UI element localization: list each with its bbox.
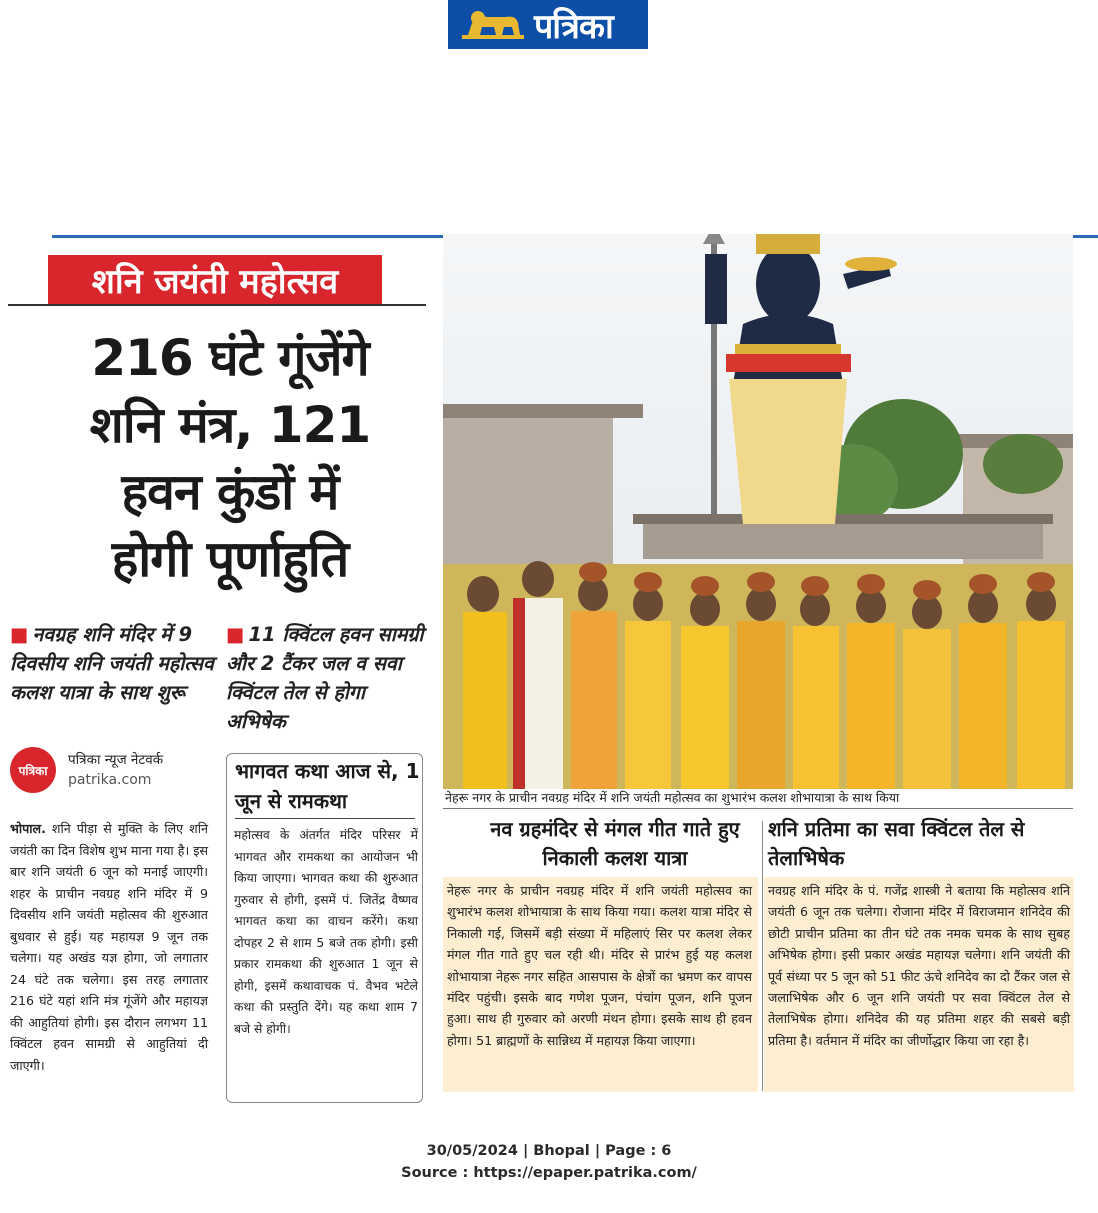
story1-text: नेहरू नगर के प्राचीन नवग्रह मंदिर में शनि जयंती महोत्सव का शुभारंभ कलश शोभायात्रा के साथ किया गया। कलश यात्रा मंदिर से निकाली गई, जिसमें बड़ी संख्या में महिलाएं सिर पर कलश लेकर मंगल गीत गाते हुए चल रही थी। मंदिर से प्रारंभ हुई यह कलश शोभायात्रा नेहरू नगर सहित आसपास के क्षेत्रों का भ्रमण कर वापस मंदिर पहुंची। इसके बाद गणेश पूजन, पंचांग पूजन, शनि पूजन हुआ। साथ ही गुरुवार को अरणी मंथन होगा। इसके साथ ही हवन होगा। 51 ब्राह्मणों के सान्निध्य में महायज्ञ किया जाएगा।	[447, 883, 752, 1048]
brand-name: पत्रिका	[534, 6, 613, 47]
headline	[30, 325, 430, 593]
box-text: महोत्सव के अंतर्गत मंदिर परिसर में भागवत और रामकथा का आयोजन भी किया जाएगा। भागवत कथा की शुरुआत गुरुवार से होगी, इसमें पं. जितेंद्र वैष्णव भागवत कथा का वाचन करेंगे। कथा दोपहर 2 से शाम 5 बजे तक होगी। इसी प्रकार रामकथा की शुरुआत 1 जून से होगी, इसमें कथावाचक पं. वैभव भटेले कथा की प्रस्तुति देंगे। यह कथा शाम 7 बजे से होगी।	[234, 828, 418, 1036]
masthead-logo	[448, 0, 648, 49]
patrika-badge-icon: पत्रिका	[10, 747, 56, 793]
story2-text: नवग्रह शनि मंदिर के पं. गजेंद्र शास्त्री ने बताया कि महोत्सव शनि जयंती 6 जून तक चलेगा। रोजाना मंदिर में विराजमान शनिदेव की छोटी प्राचीन प्रतिमा का तीन घंटे तक नमक चमक के साथ सुबह अभिषेक होगा। इसी प्रकार अखंड महायज्ञ चलेगा। शनि जयंती की पूर्व संध्या पर 5 जून को 51 फीट ऊंचे शनिदेव का दो टैंकर जल से जलाभिषेक और 6 जून शनि जयंती पर सवा क्विंटल तेल से तेलाभिषेक होगा। शनिदेव की यह प्रतिमा शहर की सबसे बड़ी प्रतिमा है। वर्तमान में मंदिर का जीर्णोद्धार किया जा रहा है।	[768, 883, 1070, 1048]
kicker-rule	[8, 304, 426, 306]
box-title: भागवत कथा आज से, 1 जून से रामकथा	[235, 759, 420, 813]
column-divider	[762, 821, 763, 1091]
headline-line: हवन कुंडों में	[121, 463, 339, 521]
left-story-text: शनि पीड़ा से मुक्ति के लिए शनि जयंती का दिन विशेष शुभ माना गया है। इस बार शनि जयंती 6 जून को मनाई जाएगी। शहर के प्राचीन नवग्रह शनि मंदिर में 9 दिवसीय शनि जयंती महोत्सव की शुरुआत बुधवार से हुई। यह महायज्ञ 9 जून तक चलेगा। यह अखंड यज्ञ होगा, जो लगातार 24 घंटे तक चलेगा। इस तरह लगातार 216 घंटे यहां शनि मंत्र गूंजेंगे और महायज्ञ की आहुतियां होगी। इस दौरान लगभग 11 क्विंटल हवन सामग्री से आहुतियां दी जाएगी।	[10, 821, 208, 1073]
headline-line: होगी पूर्णाहुति	[111, 530, 349, 588]
footer-source: Source : https://epaper.patrika.com/	[401, 1165, 697, 1181]
headline-line: शनि मंत्र, 121	[89, 396, 371, 454]
photo-caption: नेहरू नगर के प्राचीन नवग्रह मंदिर में शनि जयंती महोत्सव का शुभारंभ कलश शोभायात्रा के साथ किया	[443, 787, 1073, 809]
news-clipping	[0, 225, 1098, 1105]
box-divider	[235, 818, 415, 819]
footer-date: 30/05/2024 | Bhopal | Page : 6	[426, 1143, 672, 1159]
headline-line: 216 घंटे गूंजेंगे	[91, 329, 369, 387]
dateline: भोपाल.	[10, 821, 46, 836]
kicker-label: शनि जयंती महोत्सव	[48, 255, 382, 305]
story2-title: शनि प्रतिमा का सवा क्विंटल तेल से तेलाभिषेक	[768, 817, 1025, 870]
bullet-square-icon: ■	[10, 623, 29, 646]
byline-network: पत्रिका न्यूज नेटवर्क	[68, 752, 164, 768]
left-story	[10, 818, 208, 1076]
byline	[10, 740, 210, 800]
procession-photo	[443, 234, 1073, 789]
byline-site: patrika.com	[68, 772, 152, 788]
subhead-text: 11 क्विंटल हवन सामग्री और 2 टैंकर जल व सवा क्विंटल तेल से होगा अभिषेक	[226, 623, 424, 733]
page-footer	[0, 1140, 1098, 1184]
story1-title: नव ग्रहमंदिर से मंगल गीत गाते हुए निकाली कलश यात्रा	[490, 817, 740, 870]
subhead-text: नवग्रह शनि मंदिर में 9 दिवसीय शनि जयंती महोत्सव कलश यात्रा के साथ शुरू	[10, 623, 214, 704]
sidebar-box	[226, 753, 423, 1103]
subhead-1	[10, 620, 220, 707]
subhead-2	[226, 620, 426, 736]
bullet-square-icon: ■	[226, 623, 245, 646]
lion-emblem-icon	[458, 5, 528, 45]
